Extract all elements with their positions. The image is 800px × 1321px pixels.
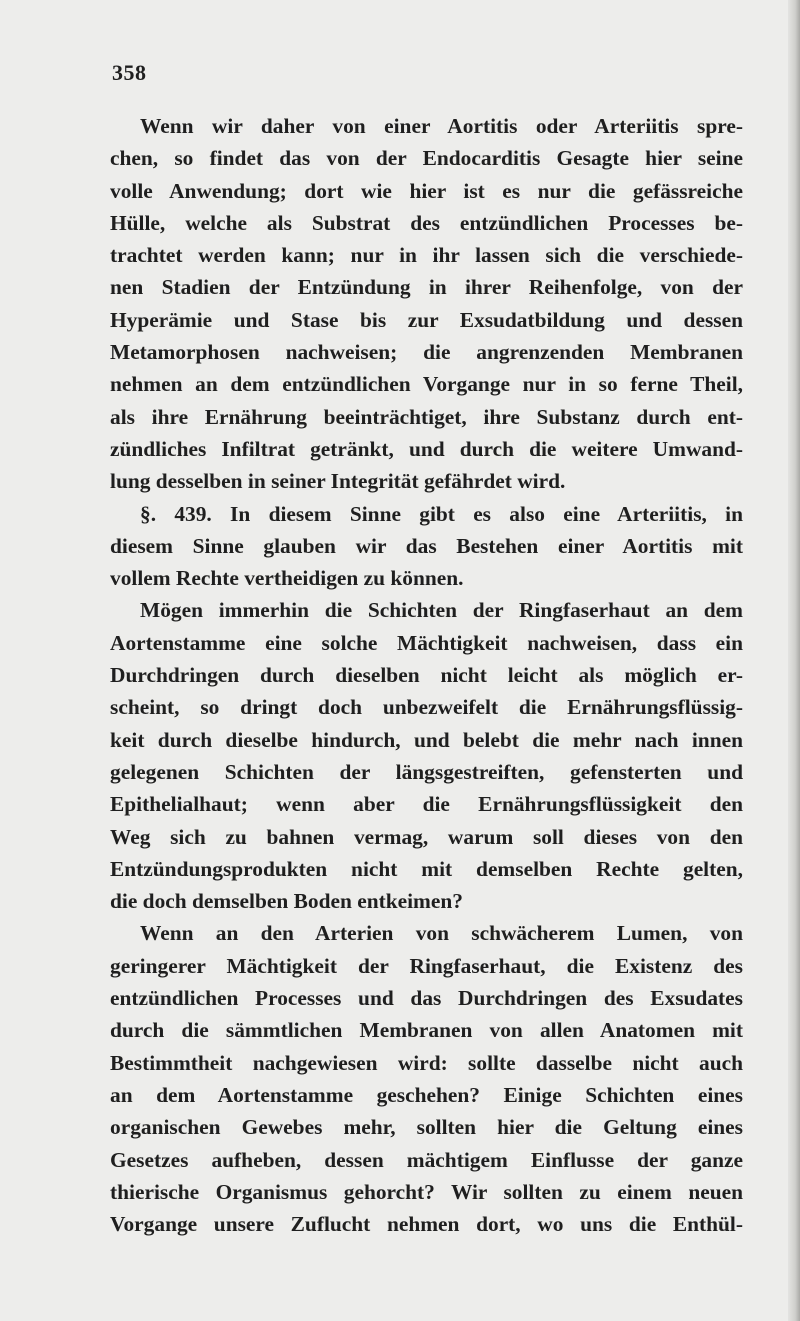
- text-line: als ihre Ernährung beeinträchtiget, ihre Substanz durch ent-: [110, 404, 743, 429]
- text-line: Vorgange unsere Zuflucht nehmen dort, wo uns die Enthül-: [110, 1212, 743, 1237]
- text-line: geringerer Mächtigkeit der Ringfaserhaut, die Existenz des: [110, 953, 743, 978]
- text-line: Weg sich zu bahnen vermag, warum soll dieses von den: [110, 824, 743, 849]
- text-line: Wenn an den Arterien von schwächerem Lumen, von: [140, 921, 743, 946]
- text-line: entzündlichen Processes und das Durchdringen des Exsudates: [110, 986, 743, 1011]
- text-line: Durchdringen durch dieselben nicht leicht als möglich er-: [110, 663, 743, 688]
- text-line: keit durch dieselbe hindurch, und belebt die mehr nach innen: [110, 727, 743, 752]
- text-line: die doch demselben Boden entkeimen?: [110, 889, 463, 914]
- text-line: diesem Sinne glauben wir das Bestehen einer Aortitis mit: [110, 533, 743, 558]
- text-line: trachtet werden kann; nur in ihr lassen sich die verschiede-: [110, 243, 743, 268]
- text-line: durch die sämmtlichen Membranen von allen Anatomen mit: [110, 1018, 743, 1043]
- text-line: Entzündungsprodukten nicht mit demselben Rechte gelten,: [110, 856, 743, 881]
- text-line: thierische Organismus gehorcht? Wir sollten zu einem neuen: [110, 1179, 743, 1204]
- text-line: zündliches Infiltrat getränkt, und durch die weitere Umwand-: [110, 436, 743, 461]
- text-line: vollem Rechte vertheidigen zu können.: [110, 566, 464, 591]
- text-line: scheint, so dringt doch unbezweifelt die Ernährungsflüssig-: [110, 695, 743, 720]
- text-line: Bestimmtheit nachgewiesen wird: sollte dasselbe nicht auch: [110, 1050, 743, 1075]
- text-line: an dem Aortenstamme geschehen? Einige Schichten eines: [110, 1082, 743, 1107]
- page-edge-shadow: [788, 0, 800, 1321]
- text-line: Wenn wir daher von einer Aortitis oder Arteriitis spre-: [140, 114, 743, 138]
- text-line: Epithelialhaut; wenn aber die Ernährungsflüssigkeit den: [110, 792, 743, 817]
- text-line: lung desselben in seiner Integrität gefährdet wird.: [110, 469, 566, 494]
- text-line: Aortenstamme eine solche Mächtigkeit nachweisen, dass ein: [110, 630, 743, 655]
- text-line: Metamorphosen nachweisen; die angrenzenden Membranen: [110, 340, 743, 365]
- text-line: Gesetzes aufheben, dessen mächtigem Einflusse der ganze: [110, 1147, 743, 1172]
- text-line: chen, so findet das von der Endocarditis Gesagte hier seine: [110, 146, 743, 171]
- body-text: [110, 110, 743, 1240]
- text-line: Mögen immerhin die Schichten der Ringfaserhaut an dem: [140, 598, 743, 623]
- text-line: volle Anwendung; dort wie hier ist es nur die gefässreiche: [110, 178, 743, 203]
- text-line: nehmen an dem entzündlichen Vorgange nur in so ferne Theil,: [110, 372, 743, 397]
- text-line: Hülle, welche als Substrat des entzündlichen Processes be-: [110, 210, 743, 235]
- text-line: gelegenen Schichten der längsgestreiften, gefensterten und: [110, 759, 743, 784]
- text-line: §. 439. In diesem Sinne gibt es also eine Arteriitis, in: [140, 501, 743, 526]
- text-line: organischen Gewebes mehr, sollten hier die Geltung eines: [110, 1115, 743, 1140]
- text-line: Hyperämie und Stase bis zur Exsudatbildung und dessen: [110, 307, 743, 332]
- text-line: nen Stadien der Entzündung in ihrer Reihenfolge, von der: [110, 275, 743, 300]
- page-number: 358: [112, 60, 147, 85]
